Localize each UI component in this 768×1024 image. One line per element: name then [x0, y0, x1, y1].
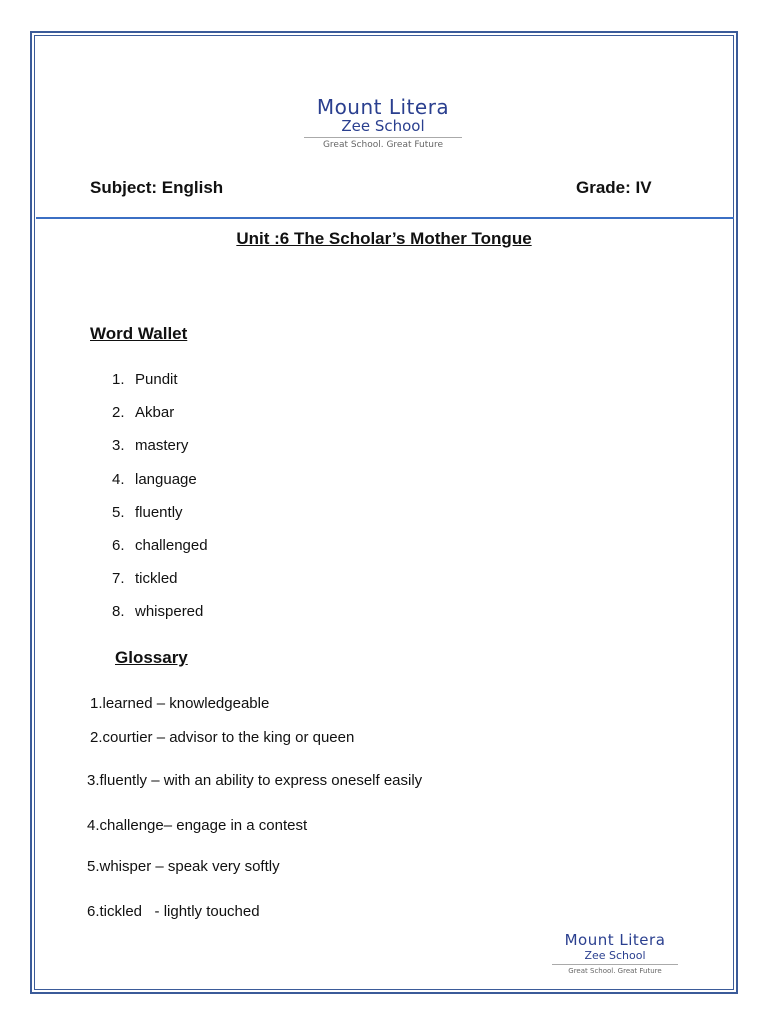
list-item: 5. fluently [112, 503, 183, 521]
list-item: 2. Akbar [112, 404, 175, 422]
logo-tagline: Great School. Great Future [304, 137, 462, 151]
school-logo-footer [546, 932, 684, 976]
subject-label: Subject: English [90, 178, 224, 197]
glossary-item: 6.tickled - lightly touched [87, 903, 260, 920]
glossary-item: 1.learned – knowledgeable [90, 695, 270, 712]
glossary-item: 3.fluently – with an ability to express oneself easily [87, 772, 423, 789]
header-divider [36, 217, 734, 219]
list-item: 4. language [112, 470, 197, 488]
logo-tagline: Great School. Great Future [552, 964, 678, 976]
glossary-item: 2.courtier – advisor to the king or queen [90, 729, 355, 746]
glossary-item: 5.whisper – speak very softly [87, 858, 280, 875]
logo-school: Zee School [584, 949, 646, 962]
glossary-item: 4.challenge– engage in a contest [87, 817, 308, 834]
logo-name: Mount Litera [316, 95, 450, 119]
list-item: 7. tickled [112, 570, 178, 588]
list-item: 1. Pundit [112, 371, 178, 388]
list-item: 6. challenged [112, 536, 208, 554]
unit-title: Unit :6 The Scholar’s Mother Tongue [236, 229, 532, 248]
list-item: 3. mastery [112, 437, 189, 455]
word-wallet-list [112, 370, 208, 636]
school-logo-header [286, 96, 480, 151]
word-wallet-title: Word Wallet [90, 324, 188, 343]
glossary-title: Glossary [115, 648, 188, 667]
grade-label: Grade: IV [576, 178, 652, 197]
logo-name: Mount Litera [564, 931, 666, 949]
list-item: 8. whispered [112, 603, 204, 621]
logo-school: Zee School [341, 117, 425, 135]
